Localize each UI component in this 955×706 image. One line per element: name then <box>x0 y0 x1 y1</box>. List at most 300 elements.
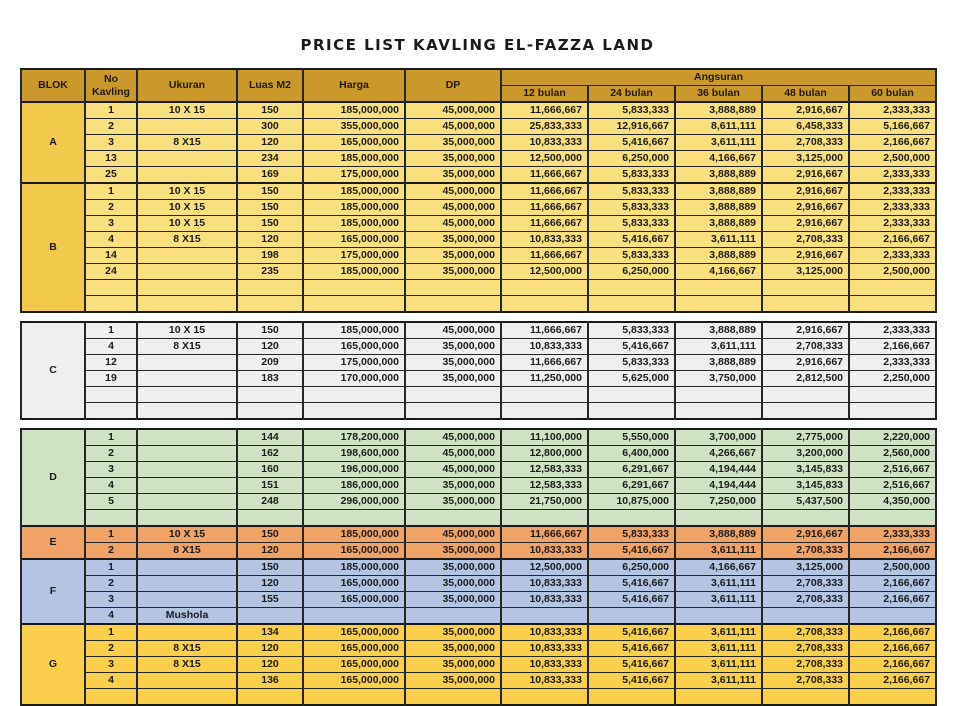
cell-angsuran-4: 5,437,500 <box>762 494 849 510</box>
cell-no-kavling: 1 <box>85 526 137 543</box>
cell-luas-m2: 150 <box>237 200 303 216</box>
cell-luas-m2 <box>237 387 303 403</box>
cell-ukuran: 10 X 15 <box>137 200 237 216</box>
cell-no-kavling: 3 <box>85 657 137 673</box>
table-row <box>21 510 936 527</box>
cell-angsuran-1: 12,500,000 <box>501 559 588 576</box>
cell-harga: 165,000,000 <box>303 657 405 673</box>
cell-angsuran-3: 3,611,111 <box>675 624 762 641</box>
cell-no-kavling: 2 <box>85 576 137 592</box>
cell-angsuran-2: 5,833,333 <box>588 322 675 339</box>
cell-ukuran: 10 X 15 <box>137 322 237 339</box>
cell-dp: 45,000,000 <box>405 119 501 135</box>
cell-no-kavling: 12 <box>85 355 137 371</box>
cell-angsuran-3: 3,611,111 <box>675 339 762 355</box>
cell-angsuran-3 <box>675 280 762 296</box>
cell-angsuran-4: 2,708,333 <box>762 641 849 657</box>
cell-ukuran: 10 X 15 <box>137 102 237 119</box>
cell-angsuran-5 <box>849 387 936 403</box>
cell-ukuran <box>137 592 237 608</box>
cell-angsuran-2: 5,833,333 <box>588 526 675 543</box>
cell-angsuran-3 <box>675 387 762 403</box>
cell-dp: 35,000,000 <box>405 641 501 657</box>
cell-angsuran-1 <box>501 608 588 625</box>
cell-harga: 185,000,000 <box>303 200 405 216</box>
cell-angsuran-4: 2,916,667 <box>762 102 849 119</box>
cell-no-kavling <box>85 296 137 313</box>
cell-luas-m2 <box>237 296 303 313</box>
cell-angsuran-5: 2,333,333 <box>849 355 936 371</box>
cell-angsuran-1: 10,833,333 <box>501 592 588 608</box>
cell-angsuran-3: 3,700,000 <box>675 429 762 446</box>
cell-ukuran: 10 X 15 <box>137 526 237 543</box>
cell-luas-m2 <box>237 689 303 706</box>
cell-harga: 175,000,000 <box>303 248 405 264</box>
table-row <box>21 135 936 151</box>
cell-angsuran-5: 2,516,667 <box>849 478 936 494</box>
cell-angsuran-3: 3,611,111 <box>675 232 762 248</box>
cell-luas-m2: 120 <box>237 339 303 355</box>
cell-ukuran <box>137 264 237 280</box>
cell-dp: 35,000,000 <box>405 494 501 510</box>
cell-angsuran-3: 3,611,111 <box>675 543 762 560</box>
cell-no-kavling: 25 <box>85 167 137 184</box>
cell-angsuran-1: 11,666,667 <box>501 216 588 232</box>
blok-label: F <box>21 559 85 624</box>
cell-angsuran-3: 3,611,111 <box>675 641 762 657</box>
cell-angsuran-2 <box>588 403 675 420</box>
cell-angsuran-1: 12,583,333 <box>501 478 588 494</box>
cell-luas-m2: 120 <box>237 135 303 151</box>
cell-angsuran-1 <box>501 296 588 313</box>
cell-harga: 185,000,000 <box>303 151 405 167</box>
cell-ukuran <box>137 151 237 167</box>
cell-luas-m2: 300 <box>237 119 303 135</box>
cell-angsuran-5: 2,333,333 <box>849 102 936 119</box>
cell-angsuran-4: 3,145,833 <box>762 462 849 478</box>
cell-harga <box>303 296 405 313</box>
cell-ukuran <box>137 494 237 510</box>
cell-angsuran-2 <box>588 608 675 625</box>
cell-ukuran <box>137 355 237 371</box>
cell-angsuran-1: 10,833,333 <box>501 624 588 641</box>
cell-angsuran-1: 10,833,333 <box>501 339 588 355</box>
cell-angsuran-2: 5,416,667 <box>588 339 675 355</box>
section-gap <box>20 420 955 428</box>
cell-angsuran-2: 5,833,333 <box>588 355 675 371</box>
blok-label: A <box>21 102 85 183</box>
cell-no-kavling: 4 <box>85 339 137 355</box>
table-row <box>21 119 936 135</box>
cell-angsuran-4 <box>762 510 849 527</box>
cell-angsuran-5: 2,250,000 <box>849 371 936 387</box>
cell-angsuran-3: 3,888,889 <box>675 167 762 184</box>
cell-dp: 35,000,000 <box>405 592 501 608</box>
cell-no-kavling <box>85 403 137 420</box>
table-row <box>21 296 936 313</box>
cell-ukuran <box>137 624 237 641</box>
cell-ukuran: 8 X15 <box>137 339 237 355</box>
cell-angsuran-4 <box>762 387 849 403</box>
cell-dp: 45,000,000 <box>405 429 501 446</box>
cell-angsuran-4: 3,145,833 <box>762 478 849 494</box>
cell-dp <box>405 403 501 420</box>
header-12-bulan: 12 bulan <box>501 86 588 103</box>
cell-luas-m2: 169 <box>237 167 303 184</box>
cell-angsuran-3: 3,888,889 <box>675 248 762 264</box>
cell-angsuran-1 <box>501 387 588 403</box>
cell-luas-m2: 235 <box>237 264 303 280</box>
cell-angsuran-5: 2,500,000 <box>849 264 936 280</box>
cell-ukuran <box>137 280 237 296</box>
cell-no-kavling: 2 <box>85 641 137 657</box>
cell-harga: 185,000,000 <box>303 526 405 543</box>
cell-harga: 196,000,000 <box>303 462 405 478</box>
cell-angsuran-1: 11,666,667 <box>501 183 588 200</box>
cell-harga <box>303 403 405 420</box>
cell-luas-m2 <box>237 403 303 420</box>
cell-angsuran-5 <box>849 280 936 296</box>
cell-angsuran-4: 2,916,667 <box>762 183 849 200</box>
cell-ukuran <box>137 462 237 478</box>
cell-angsuran-4: 2,708,333 <box>762 543 849 560</box>
cell-dp <box>405 689 501 706</box>
cell-angsuran-2: 5,416,667 <box>588 624 675 641</box>
header-24-bulan: 24 bulan <box>588 86 675 103</box>
cell-angsuran-2: 5,416,667 <box>588 232 675 248</box>
cell-angsuran-5 <box>849 689 936 706</box>
cell-dp: 35,000,000 <box>405 478 501 494</box>
cell-angsuran-5: 2,166,667 <box>849 232 936 248</box>
table-row <box>21 248 936 264</box>
cell-no-kavling: 2 <box>85 446 137 462</box>
cell-angsuran-5: 4,350,000 <box>849 494 936 510</box>
cell-no-kavling <box>85 689 137 706</box>
cell-harga: 355,000,000 <box>303 119 405 135</box>
cell-luas-m2: 150 <box>237 322 303 339</box>
blok-label: E <box>21 526 85 559</box>
cell-angsuran-1: 11,666,667 <box>501 526 588 543</box>
cell-angsuran-4: 3,200,000 <box>762 446 849 462</box>
cell-ukuran <box>137 689 237 706</box>
cell-angsuran-2: 5,833,333 <box>588 183 675 200</box>
table-row <box>21 200 936 216</box>
cell-angsuran-4: 2,708,333 <box>762 657 849 673</box>
cell-ukuran <box>137 371 237 387</box>
cell-angsuran-2: 6,250,000 <box>588 264 675 280</box>
table-row <box>21 371 936 387</box>
table-row <box>21 102 936 119</box>
table-row <box>21 232 936 248</box>
cell-dp: 35,000,000 <box>405 135 501 151</box>
cell-angsuran-4 <box>762 296 849 313</box>
cell-angsuran-3: 3,611,111 <box>675 673 762 689</box>
cell-angsuran-3 <box>675 689 762 706</box>
cell-angsuran-4 <box>762 280 849 296</box>
cell-no-kavling: 2 <box>85 119 137 135</box>
cell-angsuran-2 <box>588 689 675 706</box>
table-row <box>21 403 936 420</box>
cell-harga: 185,000,000 <box>303 183 405 200</box>
cell-ukuran <box>137 673 237 689</box>
cell-ukuran: Mushola <box>137 608 237 625</box>
cell-harga: 185,000,000 <box>303 102 405 119</box>
cell-angsuran-2: 5,416,667 <box>588 657 675 673</box>
cell-angsuran-3: 3,888,889 <box>675 355 762 371</box>
cell-angsuran-1: 10,833,333 <box>501 657 588 673</box>
cell-angsuran-1: 11,100,000 <box>501 429 588 446</box>
cell-angsuran-3: 3,888,889 <box>675 183 762 200</box>
cell-angsuran-3: 3,611,111 <box>675 135 762 151</box>
blok-label: C <box>21 322 85 419</box>
cell-no-kavling: 1 <box>85 429 137 446</box>
cell-angsuran-1: 10,833,333 <box>501 232 588 248</box>
cell-angsuran-1: 10,833,333 <box>501 543 588 560</box>
cell-angsuran-4: 2,916,667 <box>762 355 849 371</box>
cell-dp <box>405 296 501 313</box>
cell-angsuran-5: 2,333,333 <box>849 526 936 543</box>
cell-angsuran-2: 10,875,000 <box>588 494 675 510</box>
cell-angsuran-4: 2,708,333 <box>762 232 849 248</box>
cell-ukuran <box>137 429 237 446</box>
cell-ukuran <box>137 478 237 494</box>
cell-angsuran-3: 3,888,889 <box>675 322 762 339</box>
cell-angsuran-4: 2,916,667 <box>762 200 849 216</box>
table-row <box>21 641 936 657</box>
cell-no-kavling <box>85 280 137 296</box>
cell-luas-m2: 136 <box>237 673 303 689</box>
cell-angsuran-5: 2,166,667 <box>849 543 936 560</box>
cell-harga <box>303 280 405 296</box>
cell-no-kavling: 3 <box>85 135 137 151</box>
cell-dp: 35,000,000 <box>405 576 501 592</box>
cell-luas-m2: 248 <box>237 494 303 510</box>
cell-dp: 35,000,000 <box>405 339 501 355</box>
table-row <box>21 264 936 280</box>
cell-no-kavling: 1 <box>85 102 137 119</box>
cell-luas-m2: 120 <box>237 232 303 248</box>
table-header <box>21 69 936 102</box>
cell-no-kavling: 4 <box>85 478 137 494</box>
cell-luas-m2: 160 <box>237 462 303 478</box>
cell-angsuran-2: 5,833,333 <box>588 216 675 232</box>
cell-ukuran <box>137 559 237 576</box>
cell-angsuran-1 <box>501 510 588 527</box>
cell-no-kavling: 4 <box>85 608 137 625</box>
header-60-bulan: 60 bulan <box>849 86 936 103</box>
cell-angsuran-2 <box>588 296 675 313</box>
cell-angsuran-2: 5,833,333 <box>588 200 675 216</box>
cell-angsuran-2: 12,916,667 <box>588 119 675 135</box>
cell-luas-m2: 151 <box>237 478 303 494</box>
cell-angsuran-2: 6,250,000 <box>588 151 675 167</box>
table-row <box>21 387 936 403</box>
cell-angsuran-1: 12,583,333 <box>501 462 588 478</box>
cell-luas-m2: 183 <box>237 371 303 387</box>
cell-angsuran-3: 3,888,889 <box>675 200 762 216</box>
cell-luas-m2 <box>237 280 303 296</box>
cell-harga: 170,000,000 <box>303 371 405 387</box>
cell-angsuran-4: 3,125,000 <box>762 151 849 167</box>
cell-angsuran-2: 6,400,000 <box>588 446 675 462</box>
cell-dp: 45,000,000 <box>405 216 501 232</box>
page-title: PRICE LIST KAVLING EL-FAZZA LAND <box>300 36 655 54</box>
cell-angsuran-3 <box>675 403 762 420</box>
cell-angsuran-4: 3,125,000 <box>762 559 849 576</box>
cell-harga: 165,000,000 <box>303 641 405 657</box>
table-row <box>21 657 936 673</box>
cell-dp: 35,000,000 <box>405 371 501 387</box>
cell-angsuran-5: 2,166,667 <box>849 624 936 641</box>
cell-ukuran <box>137 167 237 184</box>
cell-angsuran-2: 5,416,667 <box>588 592 675 608</box>
cell-angsuran-5: 2,333,333 <box>849 167 936 184</box>
cell-harga: 198,600,000 <box>303 446 405 462</box>
cell-angsuran-5: 2,166,667 <box>849 657 936 673</box>
cell-dp: 45,000,000 <box>405 446 501 462</box>
cell-angsuran-5: 2,500,000 <box>849 151 936 167</box>
cell-angsuran-3: 7,250,000 <box>675 494 762 510</box>
cell-angsuran-3: 4,194,444 <box>675 462 762 478</box>
cell-no-kavling: 14 <box>85 248 137 264</box>
cell-ukuran: 8 X15 <box>137 543 237 560</box>
cell-harga: 165,000,000 <box>303 232 405 248</box>
cell-no-kavling: 2 <box>85 200 137 216</box>
cell-angsuran-5: 2,516,667 <box>849 462 936 478</box>
cell-angsuran-5 <box>849 608 936 625</box>
cell-angsuran-4: 2,775,000 <box>762 429 849 446</box>
cell-harga: 175,000,000 <box>303 355 405 371</box>
cell-ukuran <box>137 296 237 313</box>
cell-angsuran-3 <box>675 296 762 313</box>
cell-angsuran-2: 5,833,333 <box>588 167 675 184</box>
cell-luas-m2: 150 <box>237 526 303 543</box>
cell-angsuran-1: 11,666,667 <box>501 322 588 339</box>
table-row <box>21 339 936 355</box>
cell-angsuran-5: 2,166,667 <box>849 339 936 355</box>
cell-no-kavling: 2 <box>85 543 137 560</box>
cell-luas-m2: 198 <box>237 248 303 264</box>
table-row <box>21 494 936 510</box>
cell-angsuran-1: 11,666,667 <box>501 248 588 264</box>
header-harga: Harga <box>303 69 405 102</box>
cell-no-kavling: 3 <box>85 462 137 478</box>
cell-angsuran-4: 2,812,500 <box>762 371 849 387</box>
cell-angsuran-3: 3,750,000 <box>675 371 762 387</box>
cell-angsuran-1 <box>501 280 588 296</box>
cell-no-kavling: 24 <box>85 264 137 280</box>
table-row <box>21 355 936 371</box>
cell-angsuran-4 <box>762 608 849 625</box>
cell-harga: 165,000,000 <box>303 576 405 592</box>
table-row <box>21 280 936 296</box>
cell-angsuran-5: 2,333,333 <box>849 200 936 216</box>
cell-no-kavling <box>85 387 137 403</box>
cell-angsuran-4: 2,708,333 <box>762 624 849 641</box>
header-48-bulan: 48 bulan <box>762 86 849 103</box>
cell-dp: 35,000,000 <box>405 151 501 167</box>
table-row <box>21 462 936 478</box>
table-row <box>21 322 936 339</box>
cell-angsuran-4: 2,916,667 <box>762 526 849 543</box>
cell-luas-m2: 134 <box>237 624 303 641</box>
cell-angsuran-3: 3,611,111 <box>675 592 762 608</box>
cell-angsuran-5: 2,166,667 <box>849 135 936 151</box>
cell-ukuran <box>137 446 237 462</box>
cell-dp: 35,000,000 <box>405 559 501 576</box>
cell-harga: 296,000,000 <box>303 494 405 510</box>
cell-angsuran-4 <box>762 403 849 420</box>
cell-ukuran: 8 X15 <box>137 657 237 673</box>
table-row <box>21 689 936 706</box>
header-no-kavling: No Kavling <box>85 69 137 102</box>
cell-ukuran <box>137 403 237 420</box>
blok-label: D <box>21 429 85 526</box>
cell-angsuran-3 <box>675 510 762 527</box>
cell-angsuran-1 <box>501 403 588 420</box>
table-row <box>21 478 936 494</box>
cell-angsuran-5: 2,166,667 <box>849 576 936 592</box>
cell-angsuran-4: 2,916,667 <box>762 167 849 184</box>
cell-harga: 185,000,000 <box>303 322 405 339</box>
cell-ukuran: 8 X15 <box>137 232 237 248</box>
cell-angsuran-3 <box>675 608 762 625</box>
cell-angsuran-4: 2,708,333 <box>762 673 849 689</box>
cell-angsuran-5: 2,560,000 <box>849 446 936 462</box>
cell-angsuran-1: 25,833,333 <box>501 119 588 135</box>
cell-dp: 45,000,000 <box>405 102 501 119</box>
cell-harga: 185,000,000 <box>303 264 405 280</box>
header-luas-m2: Luas M2 <box>237 69 303 102</box>
cell-angsuran-4: 2,916,667 <box>762 322 849 339</box>
cell-dp <box>405 280 501 296</box>
cell-no-kavling: 5 <box>85 494 137 510</box>
cell-no-kavling: 13 <box>85 151 137 167</box>
cell-angsuran-2 <box>588 387 675 403</box>
cell-ukuran: 10 X 15 <box>137 183 237 200</box>
cell-angsuran-4: 2,708,333 <box>762 135 849 151</box>
cell-harga: 186,000,000 <box>303 478 405 494</box>
cell-angsuran-4: 2,916,667 <box>762 216 849 232</box>
cell-dp <box>405 510 501 527</box>
cell-angsuran-2: 5,625,000 <box>588 371 675 387</box>
cell-dp <box>405 387 501 403</box>
cell-dp <box>405 608 501 625</box>
cell-harga: 165,000,000 <box>303 592 405 608</box>
cell-angsuran-5: 2,333,333 <box>849 183 936 200</box>
cell-harga <box>303 510 405 527</box>
cell-angsuran-1: 12,500,000 <box>501 151 588 167</box>
table-row <box>21 526 936 543</box>
cell-dp: 35,000,000 <box>405 355 501 371</box>
cell-no-kavling: 4 <box>85 673 137 689</box>
cell-angsuran-5: 2,500,000 <box>849 559 936 576</box>
price-table-section-1 <box>20 68 937 313</box>
cell-angsuran-4: 2,708,333 <box>762 339 849 355</box>
cell-angsuran-2: 5,416,667 <box>588 543 675 560</box>
cell-no-kavling <box>85 510 137 527</box>
cell-angsuran-1: 11,250,000 <box>501 371 588 387</box>
table-row <box>21 446 936 462</box>
table-row <box>21 559 936 576</box>
cell-angsuran-1: 11,666,667 <box>501 167 588 184</box>
cell-angsuran-5: 2,333,333 <box>849 322 936 339</box>
cell-luas-m2: 234 <box>237 151 303 167</box>
cell-ukuran <box>137 510 237 527</box>
cell-angsuran-4: 2,708,333 <box>762 576 849 592</box>
cell-harga: 165,000,000 <box>303 673 405 689</box>
cell-ukuran <box>137 119 237 135</box>
